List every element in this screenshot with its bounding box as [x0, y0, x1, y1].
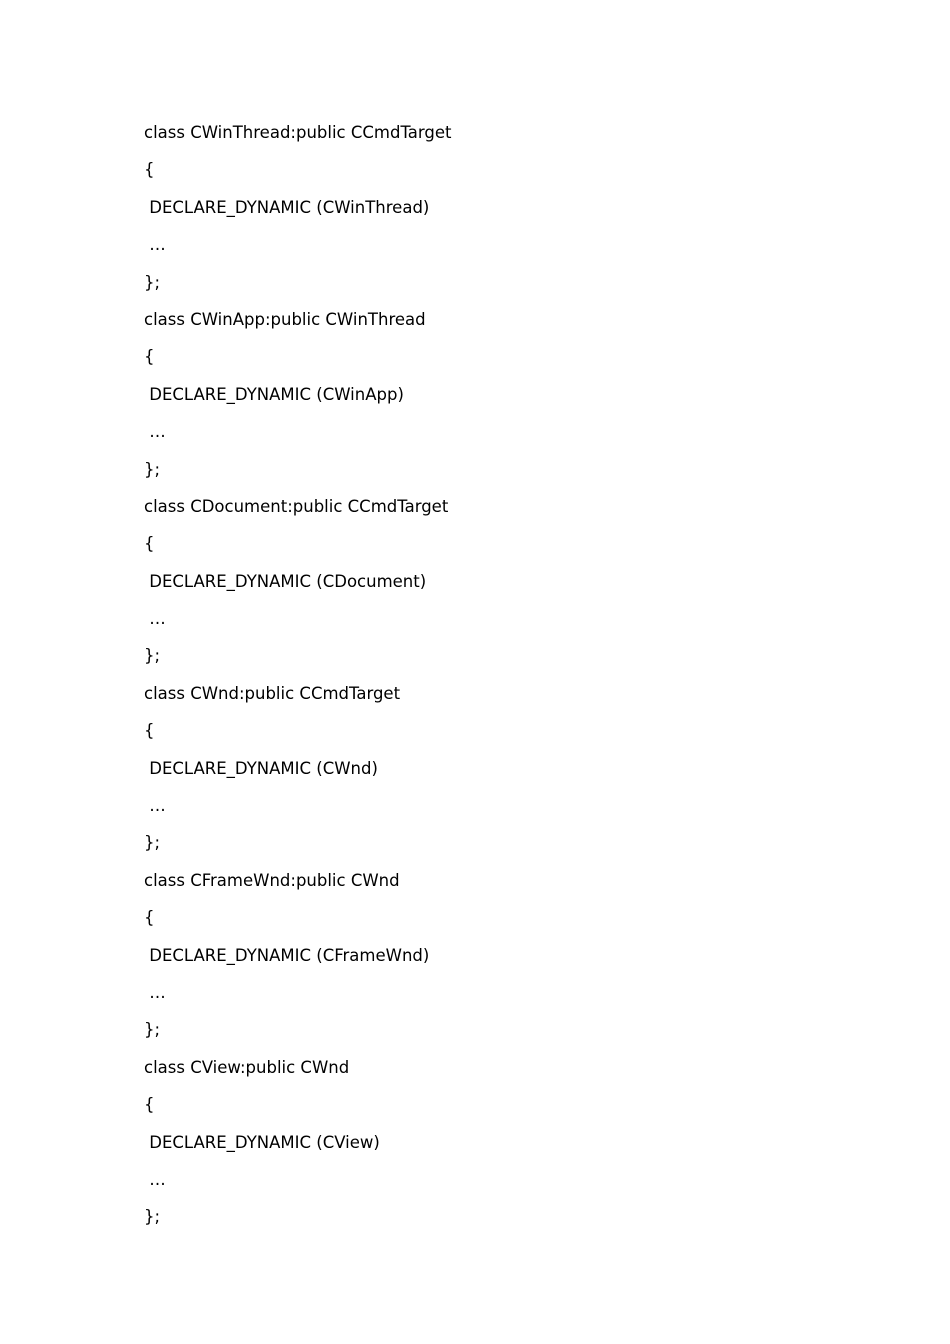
code-line: { [144, 534, 155, 554]
code-line: class CFrameWnd:public CWnd [144, 870, 400, 890]
code-line: … [144, 982, 166, 1002]
code-listing [144, 120, 452, 1242]
code-line: { [144, 160, 155, 180]
code-line: … [144, 1169, 166, 1189]
code-line: … [144, 422, 166, 442]
code-line: }; [144, 1020, 161, 1040]
code-line: }; [144, 833, 161, 853]
code-line: DECLARE_DYNAMIC (CView) [144, 1132, 380, 1152]
code-line: { [144, 721, 155, 741]
code-line: }; [144, 1207, 161, 1227]
code-line: { [144, 908, 155, 928]
code-line: DECLARE_DYNAMIC (CWinThread) [144, 197, 430, 217]
code-line: class CDocument:public CCmdTarget [144, 496, 449, 516]
code-line: … [144, 609, 166, 629]
code-line: class CWnd:public CCmdTarget [144, 683, 401, 703]
code-line: DECLARE_DYNAMIC (CWinApp) [144, 384, 404, 404]
code-line: }; [144, 646, 161, 666]
code-line: { [144, 347, 155, 367]
code-line: class CWinApp:public CWinThread [144, 309, 426, 329]
code-line: }; [144, 272, 161, 292]
code-line: DECLARE_DYNAMIC (CDocument) [144, 571, 427, 591]
code-line: class CView:public CWnd [144, 1057, 350, 1077]
code-line: DECLARE_DYNAMIC (CFrameWnd) [144, 945, 430, 965]
code-line: { [144, 1095, 155, 1115]
code-line: … [144, 796, 166, 816]
code-line: … [144, 235, 166, 255]
code-line: DECLARE_DYNAMIC (CWnd) [144, 758, 378, 778]
code-line: }; [144, 459, 161, 479]
code-line: class CWinThread:public CCmdTarget [144, 123, 452, 142]
